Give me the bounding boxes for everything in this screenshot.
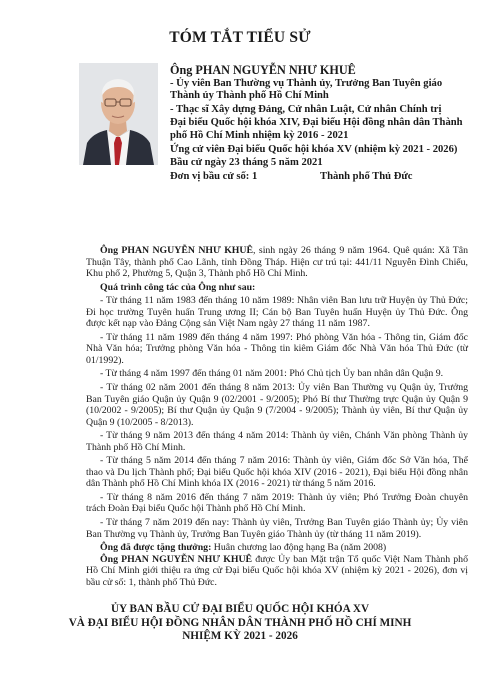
electoral-unit-row bbox=[170, 171, 466, 184]
career-item: - Từ tháng 11 năm 1983 đến tháng 10 năm 1989: Nhân viên Ban lưu trữ Huyện ủy Thủ Đức; Đi học trường Tuyên huấn Trung ương II; Cán bộ Ban Tuyên huấn Huyện ủy Thủ Đức. Ông được kết nạp vào Đảng Cộng sản Việt Nam ngày 27 tháng 11 năm 1987. bbox=[86, 295, 468, 330]
page-title: TÓM TẮT TIỂU SỬ bbox=[169, 29, 311, 46]
footer-line: NHIỆM KỲ 2021 - 2026 bbox=[182, 630, 298, 643]
header-info bbox=[170, 64, 466, 183]
candidate-name: Ông PHAN NGUYỄN NHƯ KHUÊ bbox=[170, 63, 356, 77]
portrait-illustration bbox=[79, 63, 158, 165]
nomination-text: được Ủy ban Mặt trận Tổ quốc Việt Nam Thành phố Hồ Chí Minh giới thiệu ra ứng cử Đại biểu Quốc hội khóa XV (nhiệm kỳ 2021 - 2026), đơn vị bầu cử số: 1, thành phố Thủ Đức. bbox=[86, 553, 468, 588]
candidacy-line: Ứng cử viên Đại biểu Quốc hội khóa XV (nhiệm kỳ 2021 - 2026) bbox=[170, 143, 458, 155]
footer-line: ỦY BAN BẦU CỬ ĐẠI BIỂU QUỐC HỘI KHÓA XV bbox=[110, 603, 370, 615]
intro-paragraph bbox=[86, 245, 468, 280]
nomination-name: Ông PHAN NGUYỄN NHƯ KHUÊ bbox=[100, 553, 253, 565]
career-item: - Từ tháng 02 năm 2001 đến tháng 8 năm 2013: Ủy viên Ban Thường vụ Quận ủy, Trưởng Ban Tuyên giáo Quận ủy Quận 9 (02/2001 - 9/2005); Phó Bí thư Thường trực Quận ủy Quận 9 (10/2002 - 9/2005); Bí thư Quận ủy Quận 9 (7/2004 - 9/2005); Thành ủy viên, Bí thư Quận ủy Quận 9 (10/2005 - 8/2013). bbox=[86, 382, 468, 428]
career-heading: Quá trình công tác của Ông như sau: bbox=[100, 281, 256, 293]
footer-line: VÀ ĐẠI BIỂU HỘI ĐỒNG NHÂN DÂN THÀNH PHỐ HỒ CHÍ MINH bbox=[68, 616, 412, 629]
career-item: - Từ tháng 11 năm 1989 đến tháng 4 năm 1997: Phó phòng Văn hóa - Thông tin, Giám đốc Nhà Văn hóa; Trưởng phòng Văn hóa - Thông tin kiêm Giám đốc Nhà Văn hóa Thủ Đức (từ 01/1992). bbox=[86, 331, 468, 366]
delegate-line: Đại biểu Quốc hội khóa XIV, Đại biểu Hội đồng nhân dân Thành phố Hồ Chí Minh nhiệm kỳ 2016 - 2021 bbox=[170, 117, 463, 141]
election-date-line: Bầu cử ngày 23 tháng 5 năm 2021 bbox=[170, 157, 323, 169]
biography-body bbox=[86, 245, 468, 588]
career-item: - Từ tháng 8 năm 2016 đến tháng 7 năm 2019: Thành ủy viên; Phó Trưởng Đoàn chuyên trách Đoàn Đại biểu Quốc hội Thành phố Hồ Chí Minh. bbox=[86, 491, 468, 515]
position-line: - Ủy viên Ban Thường vụ Thành ủy, Trưởng Ban Tuyên giáo Thành ủy Thành phố Hồ Chí Minh bbox=[170, 77, 443, 102]
intro-name: Ông PHAN NGUYỄN NHƯ KHUÊ bbox=[100, 245, 254, 256]
degree-line: - Thạc sĩ Xây dựng Đảng, Cử nhân Luật, Cử nhân Chính trị bbox=[170, 103, 442, 115]
awards-label: Ông đã được tặng thưởng: bbox=[100, 542, 212, 554]
intro-text: , sinh ngày 26 tháng 9 năm 1964. Quê quán: Xã Tân Thuận Tây, thành phố Cao Lãnh, tỉnh Đồng Tháp. Hiện cư trú tại: 441/11 Nguyễn Đình Chiểu, Khu phố 2, Phường 5, Quận 3, Thành phố Hồ Chí Minh. bbox=[86, 245, 468, 280]
issuing-body bbox=[0, 603, 480, 644]
career-item: - Từ tháng 5 năm 2014 đến tháng 7 năm 2016: Thành ủy viên, Giám đốc Sở Văn hóa, Thể thao và Du lịch Thành phố; Đại biểu Quốc hội khóa XIV (2016 - 2021), Đại biểu Hội đồng nhân dân Thành phố Hồ Chí Minh khóa IX (2016 - 2021) từ tháng 5 năm 2016. bbox=[86, 455, 468, 490]
awards-text: Huân chương lao động hạng Ba (năm 2008) bbox=[211, 542, 387, 554]
career-item: - Từ tháng 7 năm 2019 đến nay: Thành ủy viên, Trưởng Ban Tuyên giáo Thành ủy; Ủy viên Ban Thường vụ Thành ủy, Trưởng Ban Tuyên giáo Thành ủy (từ tháng 11 năm 2019). bbox=[86, 517, 468, 540]
electoral-unit-value: Thành phố Thủ Đức bbox=[320, 170, 413, 182]
career-item: - Từ tháng 4 năm 1997 đến tháng 01 năm 2001: Phó Chủ tịch Ủy ban nhân dân Quận 9. bbox=[100, 368, 444, 380]
electoral-unit-label: Đơn vị bầu cử số: 1 bbox=[170, 170, 258, 182]
career-item: - Từ tháng 9 năm 2013 đến tháng 4 năm 2014: Thành ủy viên, Chánh Văn phòng Thành ủy Thành phố Hồ Chí Minh. bbox=[86, 430, 468, 453]
nomination-paragraph bbox=[86, 554, 468, 589]
awards-line bbox=[86, 542, 468, 554]
portrait-photo bbox=[79, 63, 158, 165]
